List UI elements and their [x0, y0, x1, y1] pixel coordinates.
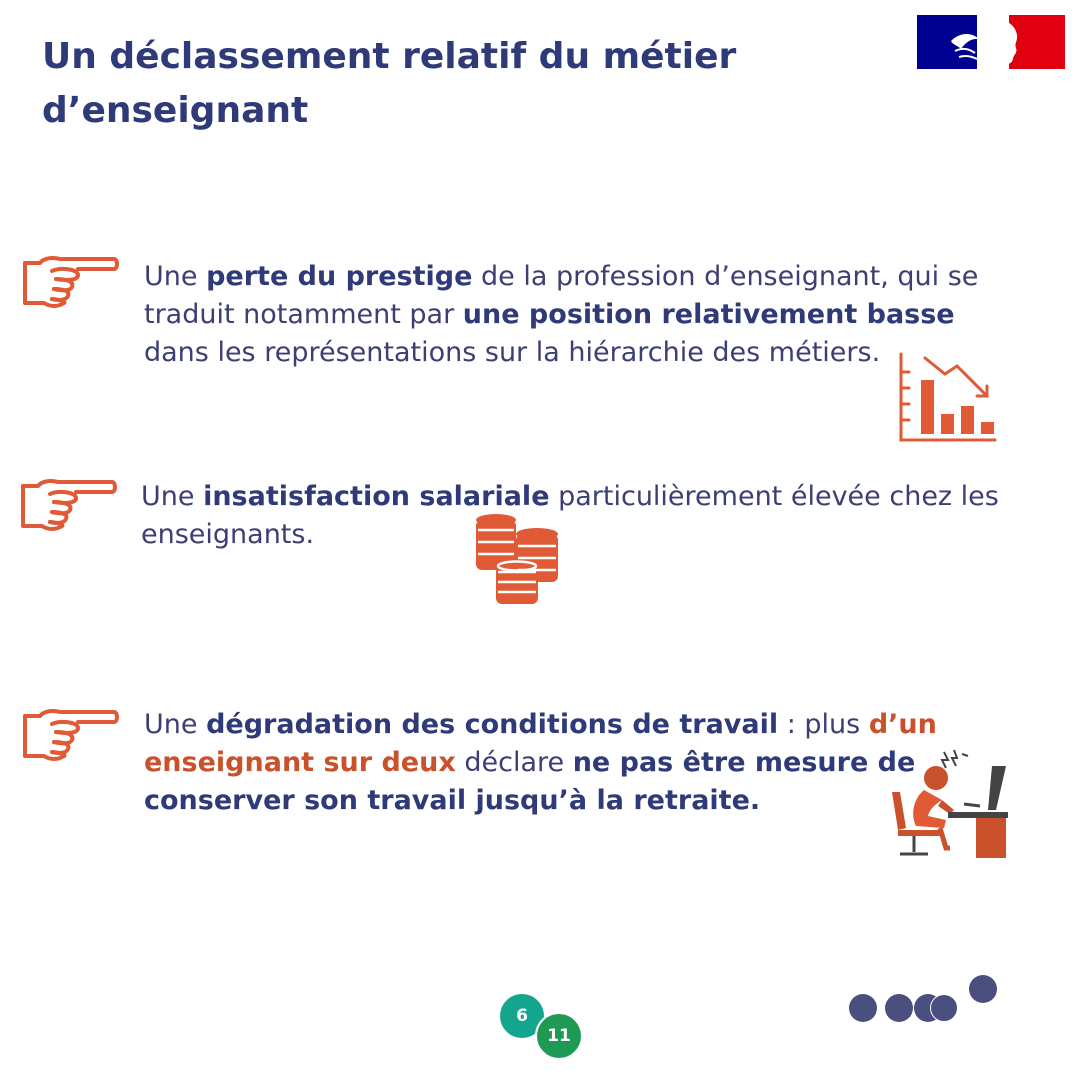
decorative-dot	[969, 975, 997, 1003]
pointing-hand-icon	[22, 253, 120, 311]
decorative-dot	[849, 994, 877, 1022]
decorative-dot	[930, 994, 958, 1022]
decorative-dot	[885, 994, 913, 1022]
stressed-worker-at-desk-icon	[884, 744, 1010, 860]
total-pages-badge: 11	[535, 1012, 583, 1060]
page-title: Un déclassement relatif du métier d’enseignant	[42, 36, 737, 131]
point-prestige: Une perte du prestige de la profession d’enseignant, qui se traduit notamment par une position relativement basse dans les représentations sur la hiérarchie des métiers.	[144, 261, 979, 368]
declining-bar-chart-icon	[895, 352, 999, 444]
coin-stacks-icon	[474, 514, 560, 606]
current-page-badge: 6	[500, 994, 544, 1038]
republique-francaise-logo	[917, 15, 1065, 69]
pointing-hand-icon	[20, 476, 118, 534]
pointing-hand-icon	[22, 706, 120, 764]
point-conditions: Une dégradation des conditions de travail : plus d’un enseignant sur deux déclare ne pas être mesure de conserver son travail jusqu’à la retraite.	[144, 709, 937, 816]
point-salaire: Une insatisfaction salariale particulièrement élevée chez les enseignants.	[141, 481, 999, 550]
